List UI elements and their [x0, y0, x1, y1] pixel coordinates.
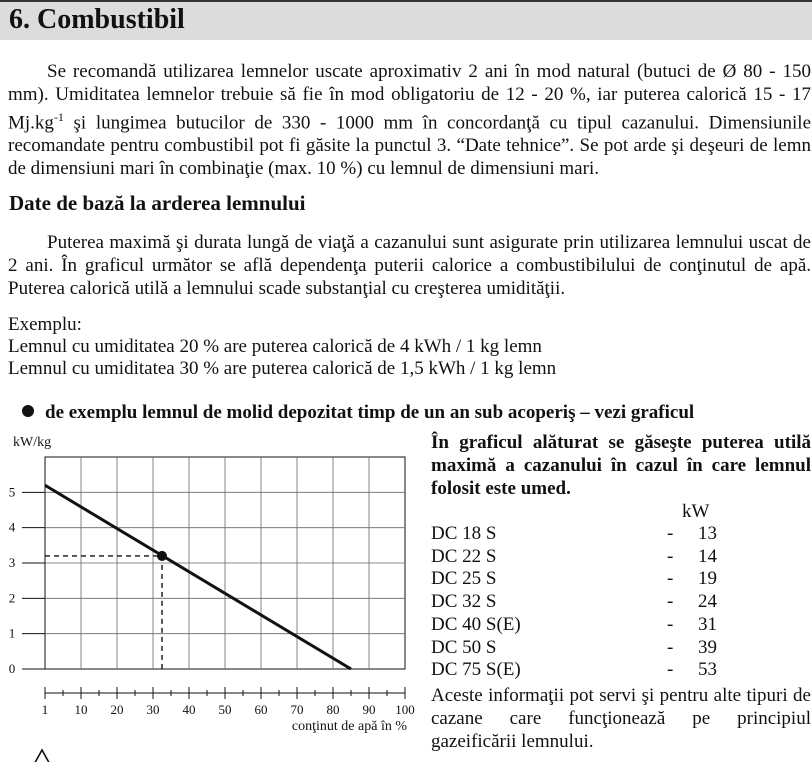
boiler-power-value: 39 — [698, 636, 717, 658]
chart-x-tick-label: 80 — [326, 702, 340, 717]
boiler-power-value: 24 — [698, 591, 717, 613]
chart-x-axis — [42, 687, 415, 717]
row-separator: - — [667, 591, 674, 613]
boiler-power-value: 14 — [698, 545, 717, 567]
row-separator: - — [667, 545, 674, 567]
chart-y-tick-label: 3 — [8, 555, 16, 570]
boiler-power-value: 19 — [698, 568, 717, 590]
chart-x-tick-label: 30 — [146, 702, 160, 717]
boiler-model: DC 75 S(E) — [431, 659, 521, 681]
boiler-model: DC 32 S — [431, 591, 497, 613]
chart-y-tick-label: 2 — [8, 590, 16, 606]
boiler-model: DC 40 S(E) — [431, 613, 521, 635]
chart-x-tick-label: 60 — [254, 702, 268, 717]
boiler-power-value: 53 — [698, 659, 717, 681]
warning-triangle-icon — [30, 748, 54, 762]
subsection-paragraph — [8, 231, 811, 300]
chart-series-line — [45, 485, 351, 669]
example-line-2: Lemnul cu umiditatea 30 % are puterea calorică de 1,5 kWh / 1 kg lemn — [8, 358, 557, 379]
boiler-model: DC 18 S — [431, 523, 497, 544]
chart-y-tick-label: 0 — [8, 661, 16, 676]
boiler-model: DC 22 S — [431, 545, 497, 567]
row-separator: - — [667, 613, 674, 635]
example-label: Exemplu: — [8, 314, 82, 335]
moisture-chart — [0, 428, 420, 753]
right-panel-footer: Aceste informaţii pot servi şi pentru alte tipuri de cazane care funcţionează pe principiul gazeificării lemnului. — [431, 685, 811, 752]
bullet-note — [22, 401, 694, 425]
chart-x-axis-label: conţinut de apă în % — [291, 719, 407, 734]
chart-x-tick-label: 100 — [395, 702, 415, 717]
boiler-model: DC 25 S — [431, 568, 497, 590]
boiler-row — [431, 637, 731, 659]
row-separator: - — [667, 659, 674, 681]
chart-x-tick-label: 70 — [290, 702, 304, 717]
boiler-row — [431, 659, 731, 681]
boiler-row — [431, 591, 731, 613]
chart-grid — [45, 457, 405, 669]
boiler-row — [431, 523, 731, 545]
row-separator: - — [667, 568, 674, 590]
chart-x-tick-label: 1 — [41, 702, 49, 717]
bullet-text: de exemplu lemnul de molid depozitat timp de un an sub acoperiş – vezi graficul — [45, 402, 695, 423]
boiler-row — [431, 546, 731, 568]
chart-x-tick-label: 50 — [218, 702, 232, 717]
boiler-row — [431, 568, 731, 590]
right-panel-intro: În graficul alăturat se găseşte puterea utilă maximă a cazanului în cazul în care lemnul folosit este umed. — [431, 432, 811, 499]
chart-series — [45, 485, 351, 669]
row-separator: - — [667, 523, 674, 544]
chart-y-tick-label: 5 — [8, 484, 16, 500]
intro-text-2: şi lungimea butucilor de 330 - 1000 mm în concordanţă cu tipul cazanului. Dimensiunile recomandate pentru combustibil pot fi găsite la punctul 3. “Date tehnice”. Se pot arde şi deşeuri de lemn de dimensiuni mari în combinaţie (max. 10 %) cu lemnul de dimensiuni mari. — [8, 112, 811, 180]
chart-y-tick-label: 1 — [8, 625, 16, 641]
subsection-title: Date de bază la arderea lemnului — [9, 191, 306, 215]
chart-y-tick-label: 4 — [8, 519, 16, 535]
chart-x-tick-label: 90 — [362, 702, 376, 717]
boiler-power-value: 13 — [698, 523, 717, 544]
intro-text-1: Se recomandă utilizarea lemnelor uscate aproximativ 2 ani în mod natural (butuci de Ø 80 - 150 mm). Umiditatea lemnelor trebuie să fie în mod obligatoriu de 12 - 20 %, iar puterea calorică 15 - 17 Mj.kg — [8, 61, 811, 134]
chart-y-axis-label: kW/kg — [13, 435, 52, 450]
intro-superscript: -1 — [53, 110, 64, 124]
boiler-model: DC 50 S — [431, 636, 497, 658]
chart-highlight-point — [157, 551, 167, 561]
boiler-power-value: 31 — [698, 613, 717, 635]
boiler-row — [431, 614, 731, 636]
chart-x-tick-label: 10 — [74, 702, 88, 717]
row-separator: - — [667, 636, 674, 658]
section-header — [0, 0, 812, 40]
bullet-icon — [22, 405, 34, 417]
power-unit-label: kW — [682, 501, 710, 522]
intro-paragraph — [8, 60, 811, 180]
chart-x-tick-label: 20 — [110, 702, 124, 717]
chart-x-tick-label: 40 — [182, 702, 196, 717]
section-title: 6. Combustibil — [9, 4, 185, 35]
example-line-1: Lemnul cu umiditatea 20 % are puterea calorică de 4 kWh / 1 kg lemn — [8, 336, 542, 357]
subsection-text: Puterea maximă şi durata lungă de viaţă a cazanului sunt asigurate prin utilizarea lemnului uscat de 2 ani. În graficul următor se află dependenţa puterii calorice a combustibilului de conţinutul de apă. Puterea calorică utilă a lemnului scade substanţial cu creşterea umidităţii. — [8, 232, 811, 299]
chart-y-axis — [9, 484, 45, 676]
